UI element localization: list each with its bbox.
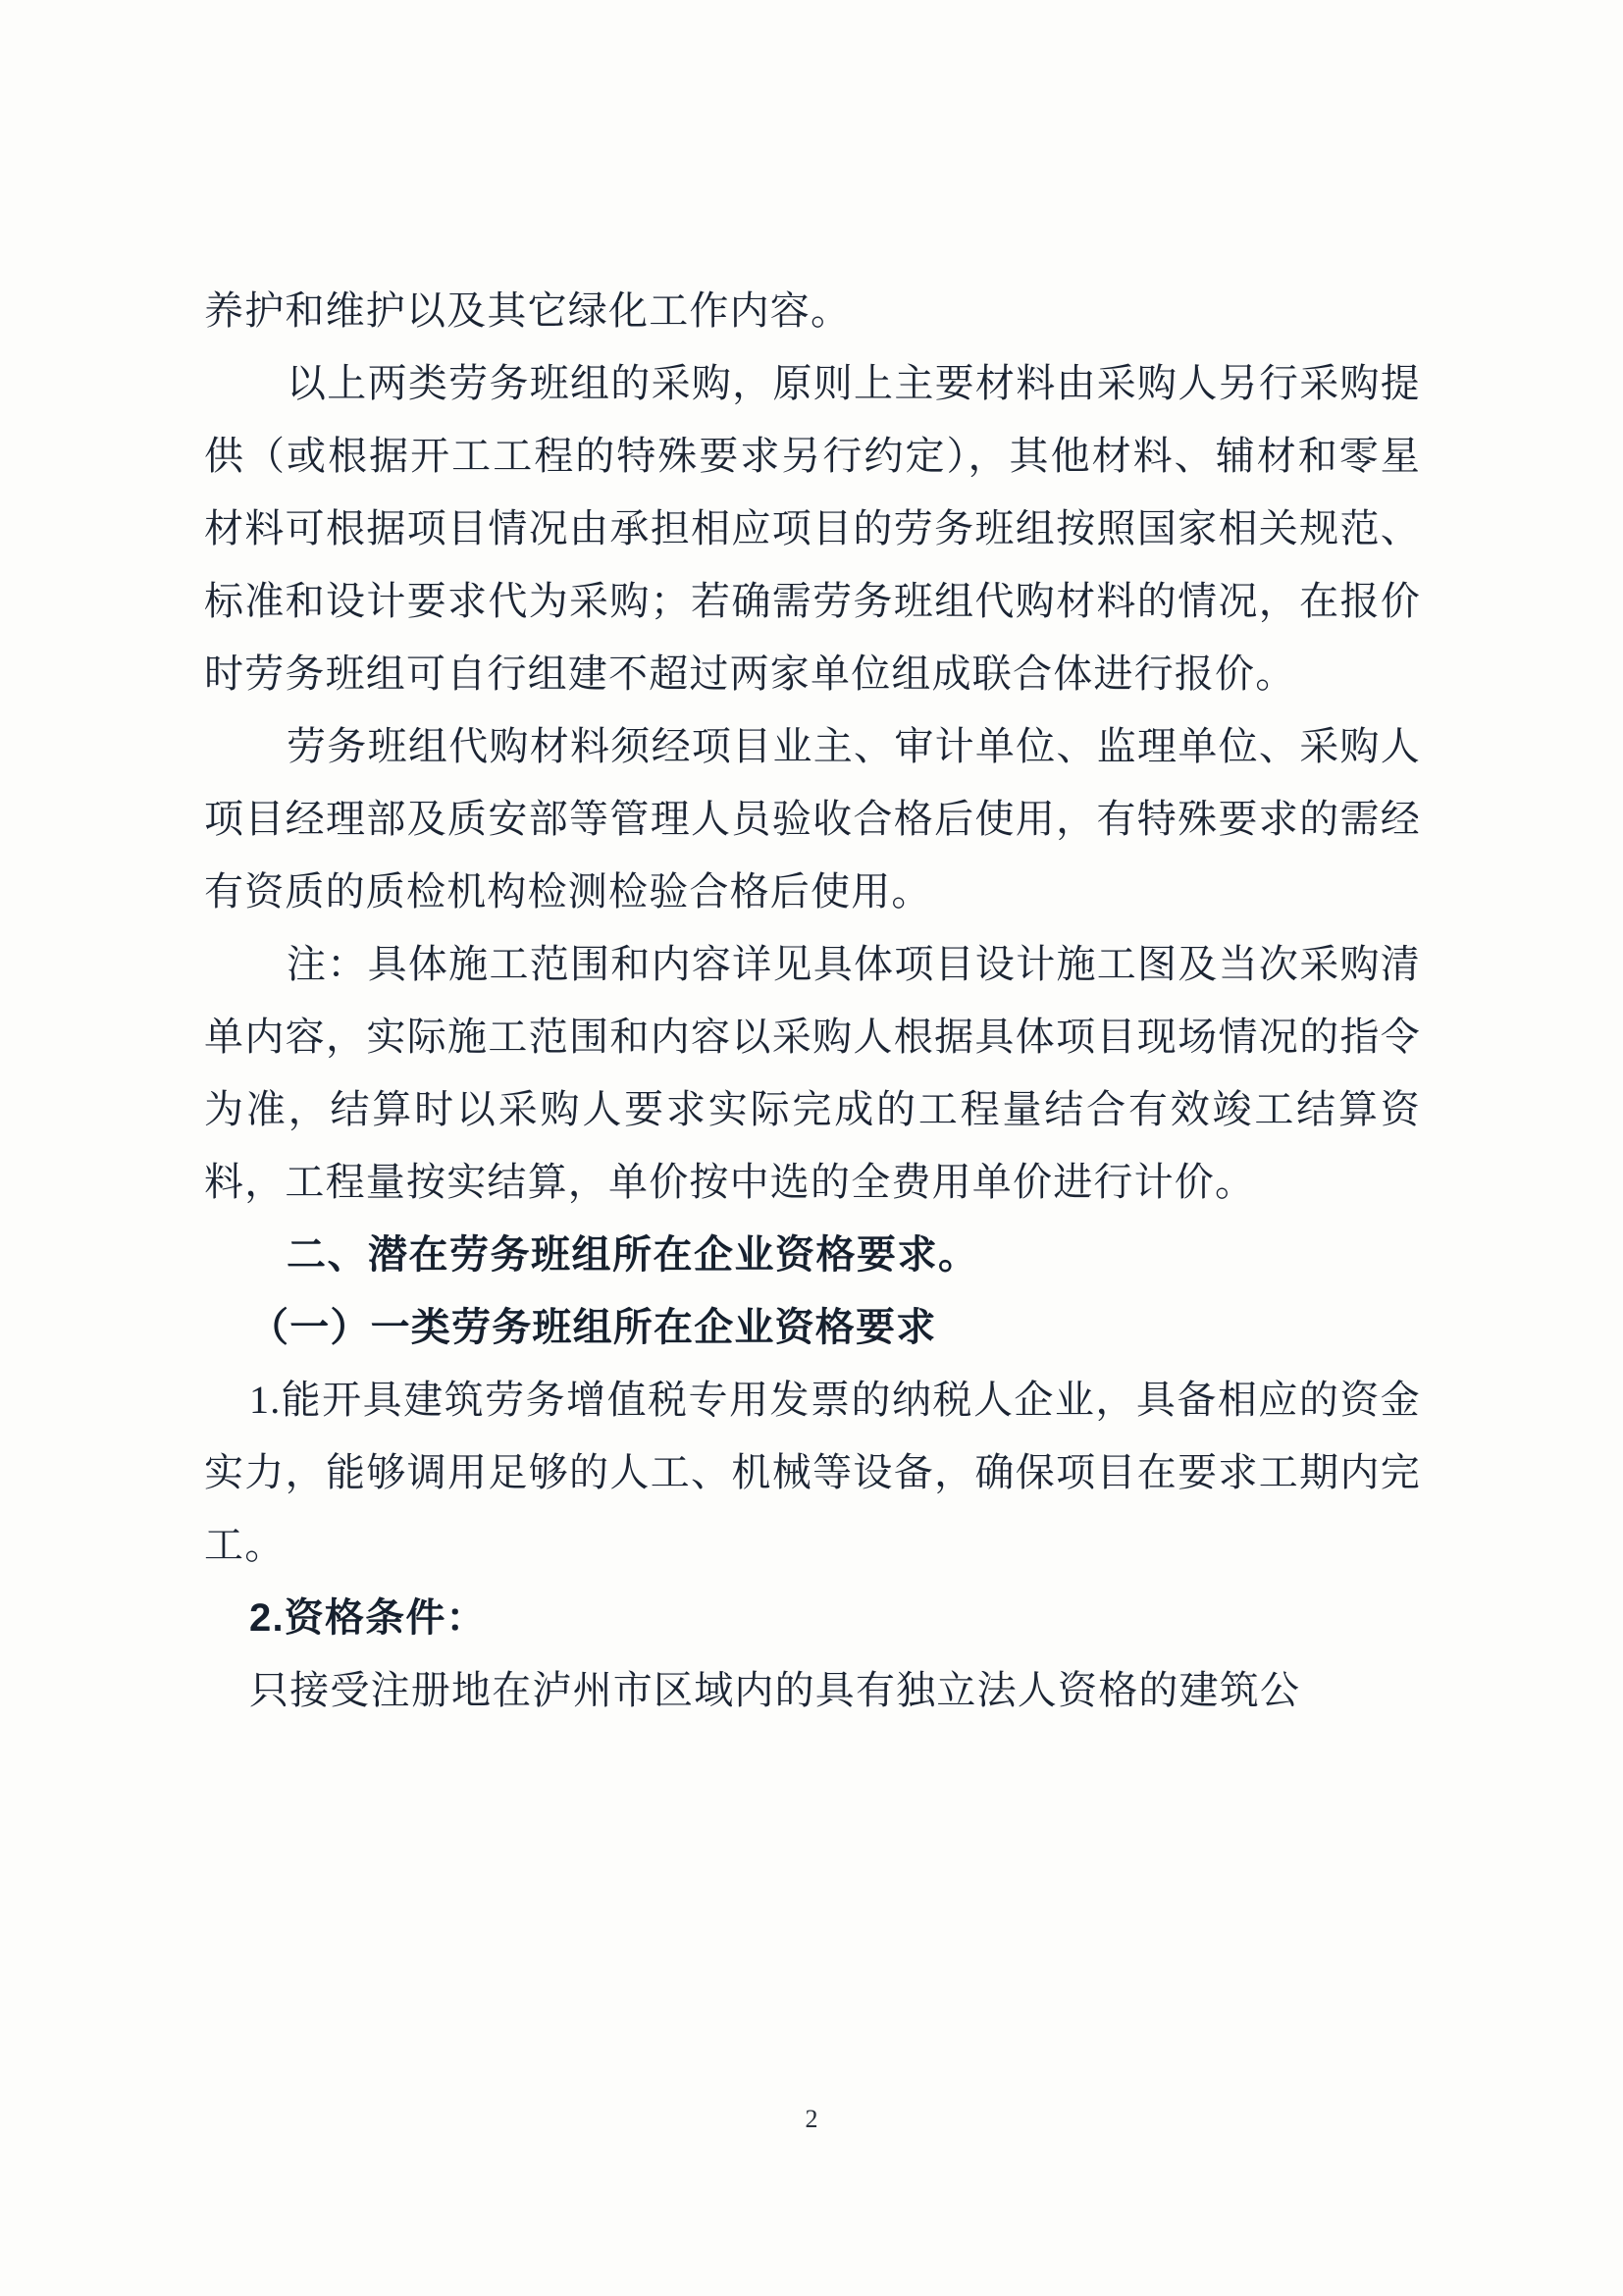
- paragraph-continuation: 养护和维护以及其它绿化工作内容。: [204, 288, 852, 333]
- paragraph-note-scope: 注：具体施工范围和内容详见具体项目设计施工图及当次采购清单内容，实际施工范围和内容以采购人根据具体项目现场情况的指令为准，结算时以采购人要求实际完成的工程量结合有效竣工结算资料，工程量按实结算，单价按中选的全费用单价进行计价。: [204, 942, 1421, 1204]
- paragraph-procurement-principles: 以上两类劳务班组的采购，原则上主要材料由采购人另行采购提供（或根据开工工程的特殊要求另行约定），其他材料、辅材和零星材料可根据项目情况由承担相应项目的劳务班组按照国家相关规范、标准和设计要求代为采购；若确需劳务班组代购材料的情况，在报价时劳务班组可自行组建不超过两家单位组成联合体进行报价。: [204, 361, 1421, 696]
- paragraph-item-2-title: 2.资格条件：: [249, 1596, 487, 1640]
- paragraph-item-1: 1.能开具建筑劳务增值税专用发票的纳税人企业，具备相应的资金实力，能够调用足够的人工、机械等设备，确保项目在要求工期内完工。: [204, 1378, 1421, 1567]
- document-body: [204, 275, 1421, 1727]
- paragraph-item-2-body: 只接受注册地在泸州市区域内的具有独立法人资格的建筑公: [249, 1668, 1301, 1712]
- page-number: 2: [805, 2105, 818, 2133]
- subsection-heading-class-one: （一）一类劳务班组所在企业资格要求: [249, 1306, 937, 1349]
- section-heading-qualification: 二、潜在劳务班组所在企业资格要求。: [287, 1233, 979, 1277]
- paragraph-material-acceptance: 劳务班组代购材料须经项目业主、审计单位、监理单位、采购人项目经理部及质安部等管理人员验收合格后使用，有特殊要求的需经有资质的质检机构检测检验合格后使用。: [204, 724, 1421, 913]
